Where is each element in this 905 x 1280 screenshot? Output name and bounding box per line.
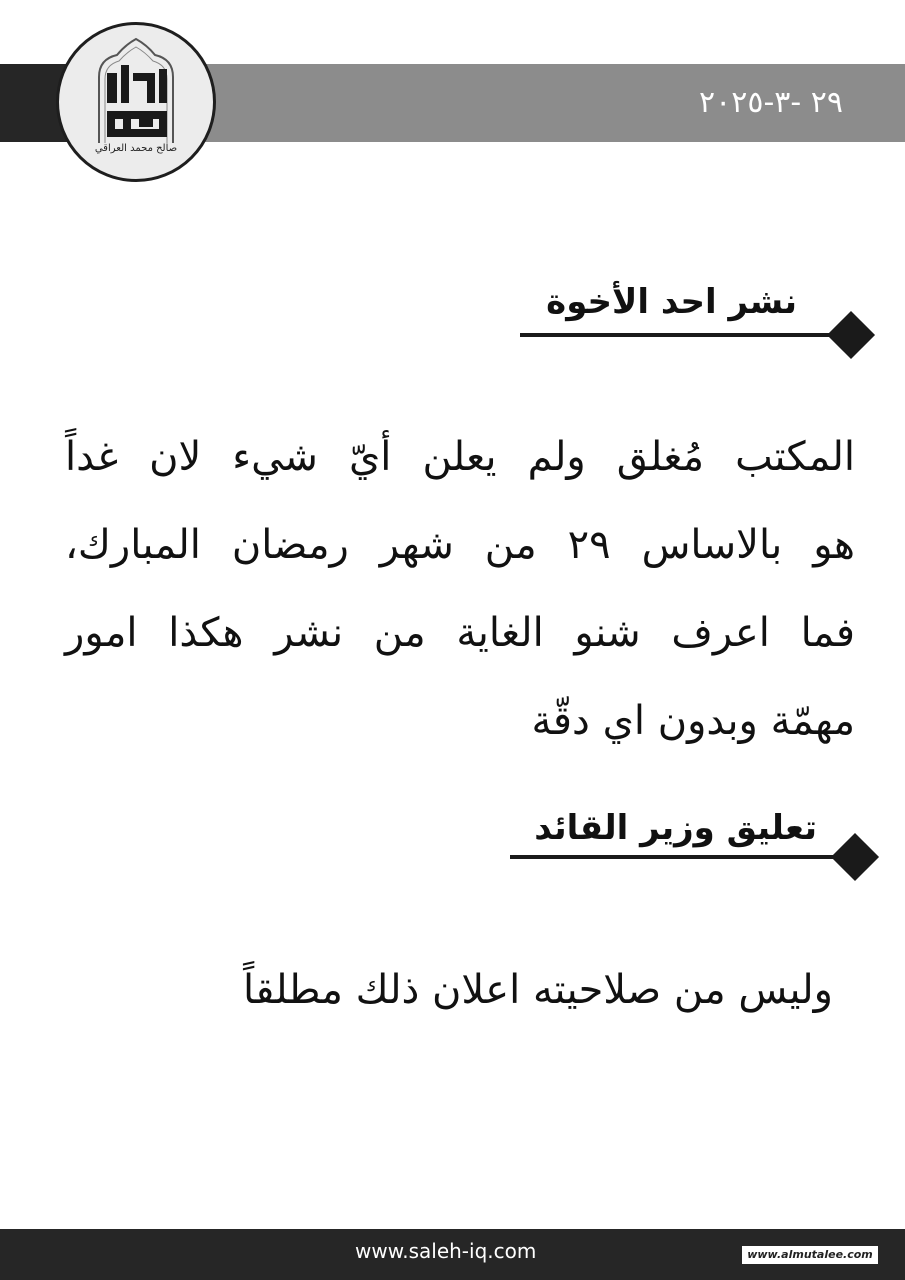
post-line: مهمّة وبدون اي دقّة [531, 698, 855, 744]
post-line: فما اعرف شنو الغاية من نشر هكذا امور [65, 610, 855, 656]
logo-seal [56, 22, 216, 182]
footer-website-link[interactable]: www.saleh-iq.com [355, 1239, 537, 1263]
diamond-icon [827, 311, 875, 359]
footer-bar [0, 1229, 905, 1280]
logo-caption: صالح محمد العراقي [94, 143, 178, 154]
comment-heading: تعليق وزير القائد [534, 808, 817, 848]
comment-text: وليس من صلاحيته اعلان ذلك مطلقاً [243, 967, 833, 1013]
comment-heading-rule [510, 855, 846, 859]
watermark-badge: www.almutalee.com [742, 1246, 878, 1264]
post-heading: نشر احد الأخوة [546, 282, 797, 322]
post-line: هو بالاساس ٢٩ من شهر رمضان المبارك، [65, 522, 855, 568]
post-line: المكتب مُغلق ولم يعلن أيّ شيء لان غداً [65, 434, 855, 480]
post-body [65, 413, 855, 765]
post-heading-rule [520, 333, 842, 337]
logo-emblem-icon [59, 25, 213, 179]
diamond-icon [831, 833, 879, 881]
header-date: ٢٩ -٣-٢٠٢٥ [698, 85, 843, 120]
